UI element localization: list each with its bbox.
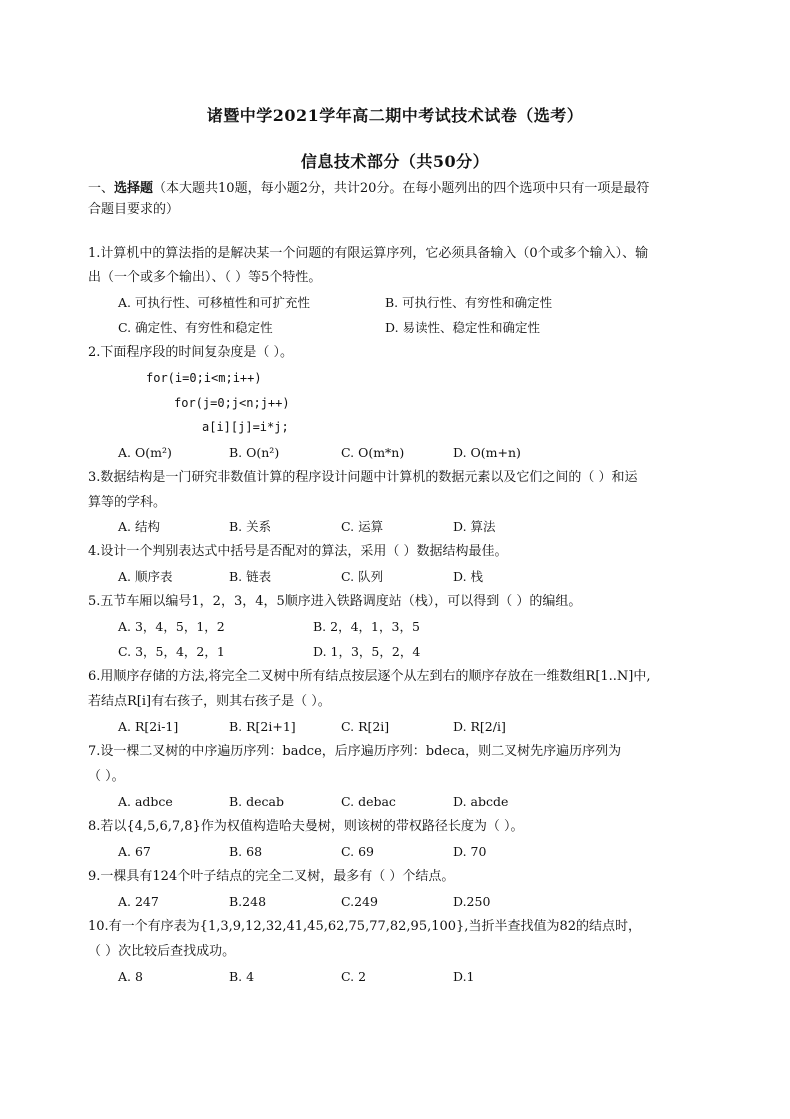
question-7-line1: 7.设一棵二叉树的中序遍历序列：badce，后序遍历序列：bdeca，则二叉树先序遍历序列为	[88, 744, 622, 759]
q6-option-a: A. R[2i-1]	[118, 719, 179, 734]
question-7-line2: （ ）。	[88, 769, 125, 784]
q5-option-d: D. 1，3，5，2，4	[313, 644, 421, 659]
q1-option-a: A. 可执行性、可移植性和可扩充性	[118, 295, 310, 310]
q10-option-c: C. 2	[341, 969, 367, 984]
q1-option-b: B. 可执行性、有穷性和确定性	[385, 295, 553, 310]
question-9-line1: 9.一棵具有124个叶子结点的完全二叉树，最多有（ ）个结点。	[88, 869, 455, 884]
q3-option-a: A. 结构	[118, 519, 160, 534]
question-10-line2: （ ）次比较后查找成功。	[88, 944, 236, 959]
q4-option-d: D. 栈	[453, 569, 484, 584]
section-subtitle: 信息技术部分（共50分）	[300, 152, 490, 171]
question-2-line1: 2.下面程序段的时间复杂度是（ ）。	[88, 345, 294, 360]
q6-option-c: C. R[2i]	[341, 719, 390, 734]
q3-option-c: C. 运算	[341, 519, 384, 534]
q7-option-a: A. adbce	[118, 794, 173, 809]
q8-option-a: A. 67	[118, 844, 151, 859]
question-3-line1: 3.数据结构是一门研究非数值计算的程序设计问题中计算机的数据元素以及它们之间的（ ）和运	[88, 470, 638, 485]
q8-option-b: B. 68	[229, 844, 263, 859]
q2-option-c: C. O(m*n)	[341, 445, 405, 460]
question-6-line1: 6.用顺序存储的方法,将完全二叉树中所有结点按层逐个从左到右的顺序存放在一维数组R[1..N]中,	[88, 669, 651, 684]
q2-option-b: B. O(n²)	[229, 445, 280, 460]
question-4-line1: 4.设计一个判别表达式中括号是否配对的算法，采用（ ）数据结构最佳。	[88, 544, 508, 559]
q5-option-a: A. 3，4，5，1，2	[118, 619, 225, 634]
q1-option-c: C. 确定性、有穷性和稳定性	[118, 320, 273, 335]
section-heading: 一、选择题（本大题共10题，每小题2分，共计20分。在每小题列出的四个选项中只有一项是最符	[88, 181, 650, 196]
q3-option-b: B. 关系	[229, 519, 272, 534]
q3-option-d: D. 算法	[453, 519, 496, 534]
q9-option-a: A. 247	[118, 894, 159, 909]
question-1-line2: 出（一个或多个输出）、（ ）等5个特性。	[88, 270, 322, 285]
section-heading-line2: 合题目要求的）	[88, 202, 180, 217]
q6-option-d: D. R[2/i]	[453, 719, 506, 734]
q7-option-b: B. decab	[229, 794, 284, 809]
q4-option-b: B. 链表	[229, 569, 272, 584]
question-10-line1: 10.有一个有序表为{1,3,9,12,32,41,45,62,75,77,82,95,100},当折半查找值为82的结点时，	[88, 919, 641, 934]
q4-option-a: A. 顺序表	[118, 569, 173, 584]
exam-title: 诸暨中学2021学年高二期中考试技术试卷（选考）	[206, 106, 584, 125]
question-6-line2: 若结点R[i]有右孩子，则其右孩子是（ ）。	[88, 694, 331, 709]
question-8-line1: 8.若以{4,5,6,7,8}作为权值构造哈夫曼树，则该树的带权路径长度为（ ）。	[88, 819, 524, 834]
q9-option-c: C.249	[341, 894, 378, 909]
q9-option-d: D.250	[453, 894, 491, 909]
q5-option-c: C. 3，5，4，2，1	[118, 644, 225, 659]
q10-option-d: D.1	[453, 969, 475, 984]
q6-option-b: B. R[2i+1]	[229, 719, 296, 734]
q2-code-line1: for(i=0;i<m;i++)	[146, 371, 262, 385]
q7-option-d: D. abcde	[453, 794, 509, 809]
q8-option-d: D. 70	[453, 844, 487, 859]
q2-option-a: A. O(m²)	[118, 445, 172, 460]
question-5-line1: 5.五节车厢以编号1，2，3，4，5顺序进入铁路调度站（栈），可以得到（ ）的编组。	[88, 594, 582, 609]
q9-option-b: B.248	[229, 894, 267, 909]
q4-option-c: C. 队列	[341, 569, 384, 584]
q10-option-b: B. 4	[229, 969, 255, 984]
q10-option-a: A. 8	[118, 969, 143, 984]
q2-code-line3: a[i][j]=i*j;	[202, 420, 289, 434]
question-3-line2: 算等的学科。	[88, 495, 167, 510]
q2-code-line2: for(j=0;j<n;j++)	[174, 396, 290, 410]
q2-option-d: D. O(m+n)	[453, 445, 521, 460]
q5-option-b: B. 2，4，1，3，5	[313, 619, 420, 634]
question-1-line1: 1.计算机中的算法指的是解决某一个问题的有限运算序列，它必须具备输入（0个或多个输入）、输	[88, 246, 649, 261]
q8-option-c: C. 69	[341, 844, 374, 859]
q1-option-d: D. 易读性、稳定性和确定性	[385, 320, 541, 335]
q7-option-c: C. debac	[341, 794, 396, 809]
